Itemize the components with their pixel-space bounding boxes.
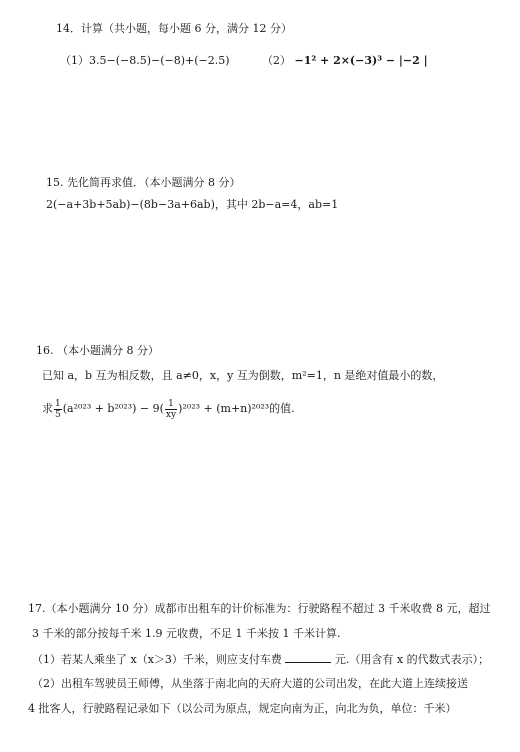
q15-header: 15. 先化简再求值．（本小题满分 8 分） [46,176,241,189]
q16-line2-prefix: 求 [42,402,53,415]
q17-line5: 4 批客人，行驶路程记录如下（以公司为原点，规定向南为正，向北为负，单位：千米） [28,702,457,715]
q17-line3-suffix: 元.（用含有 x 的代数式表示）； [334,653,490,666]
q16-line2 [42,397,295,421]
q14-part2 [262,54,428,68]
q16-frac2-num: 1 [165,399,177,410]
q16-header: 16. （本小题满分 8 分） [36,344,159,357]
q14-part1: （1）3.5−(−8.5)−(−8)+(−2.5) [60,54,230,67]
q17-line3-prefix: （1）若某人乘坐了 x（x＞3）千米，则应支付车费 [32,653,282,666]
q16-frac1-num: 1 [55,398,61,409]
answer-blank [285,652,331,663]
q15-expr: 2(−a+3b+5ab)−(8b−3a+6ab)，其中 2b−a=4，ab=1 [46,198,339,211]
q17-line4: （2）出租车驾驶员王师傅，从坐落于南北向的天府大道的公司出发，在此大道上连续接送 [32,677,468,690]
q14-part2-expr: −1² + 2×(−3)³ − |−2 | [294,54,428,67]
q16-frac1-den: 5 [55,409,61,420]
q16-fraction-1-5 [54,399,62,420]
q17-line3 [32,652,489,667]
q14-part2-label: （2） [262,54,291,67]
q16-frac2-den: xy [165,409,177,420]
q16-line2-suffix: 的值. [269,402,295,415]
q16-fraction-1-xy [165,399,177,420]
q17-line2: 3 千米的部分按每千米 1.9 元收费，不足 1 千米按 1 千米计算. [32,627,341,640]
q16-line2-mid1: (a²⁰²³ + b²⁰²³) − 9( [62,402,164,415]
q16-line2-mid2: )²⁰²³ + (m+n)²⁰²³ [178,402,270,415]
q14-header: 14．计算（共小题，每小题 6 分，满分 12 分） [56,22,292,35]
q16-line1: 已知 a，b 互为相反数，且 a≠0，x，y 互为倒数，m²=1，n 是绝对值最小的数， [42,369,444,382]
q17-line1: 17.（本小题满分 10 分）成都市出租车的计价标准为：行驶路程不超过 3 千米收费 8 元，超过 [28,602,491,615]
